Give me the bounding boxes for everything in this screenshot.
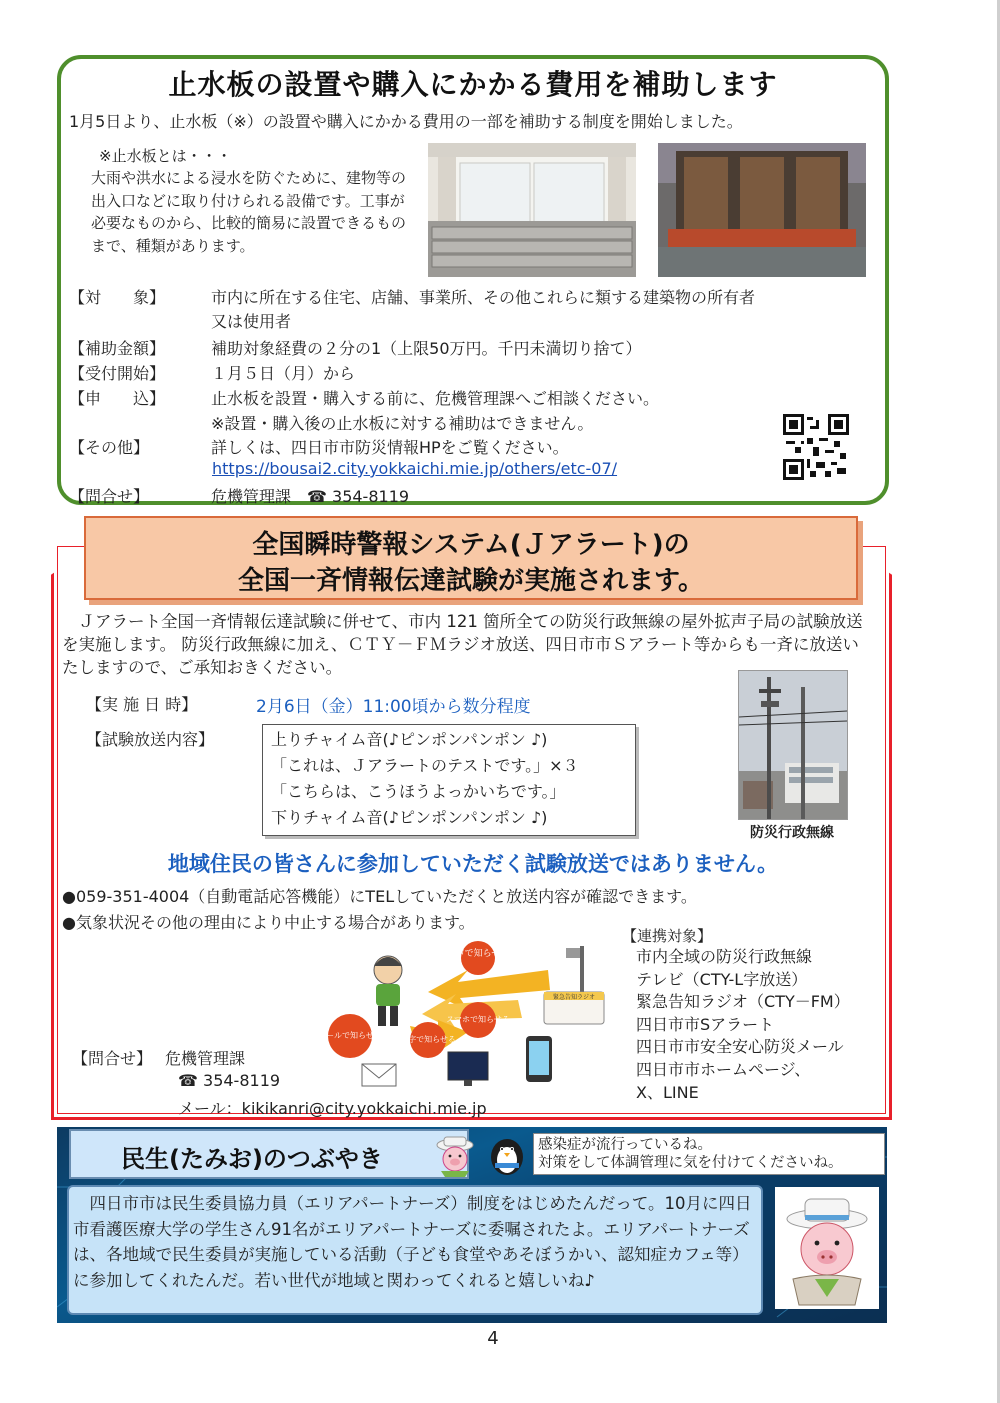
penguin-mascot-icon: [485, 1129, 529, 1177]
voice-bubble-label: 音声で知らせる: [446, 949, 510, 959]
photo-caption: 防災行政無線: [750, 825, 834, 841]
row-value: 詳しくは、四日市市防災情報HPをご覧ください。: [211, 438, 569, 457]
row-label: 【その他】: [69, 438, 150, 457]
list-item: 四日市市Sアラート: [636, 1014, 775, 1034]
row-value: 危機管理課 ☎ 354-8119: [211, 487, 410, 506]
section2-title-line1: 全国瞬時警報システム(Ｊアラート)の: [252, 530, 690, 560]
content-line: 下りチャイム音(♪ピンポンパンポン ♪): [271, 808, 548, 827]
radio-tower-photo: [738, 670, 848, 820]
content-line: 上りチャイム音(♪ピンポンパンポン ♪): [271, 730, 548, 749]
person-icon: [374, 956, 402, 1026]
row-value: １月５日（月）から: [211, 364, 356, 383]
content-line: 「こちらは、こうほうよっかいちです。」: [271, 782, 566, 801]
column-title-box: [69, 1129, 469, 1179]
bubble-text: 感染症が流行っているね。 対策をして体調管理に気を付けてくださいね。: [538, 1137, 843, 1171]
section1-intro: 1月5日より、止水板（※）の設置や購入にかかる費用の一部を補助する制度を開始しました。: [69, 112, 743, 131]
not-participatory-notice: 地域住民の皆さんに参加していただく試験放送ではありません。: [167, 852, 779, 876]
row-label: 【受付開始】: [69, 364, 166, 383]
date-label: 【実 施 日 時】: [86, 695, 198, 714]
list-item: X、LINE: [636, 1082, 699, 1102]
definition-heading: ※止水板とは・・・: [99, 147, 232, 165]
tamio-column-section: [57, 1127, 887, 1323]
list-item: 四日市市安全安心防災メール: [636, 1037, 844, 1057]
smartphone-bubble-label: スマホで知らせる: [446, 1015, 510, 1024]
column-body-box: [67, 1185, 763, 1315]
mail-bubble-label: メールで知らせる: [318, 1031, 382, 1040]
row-value: 止水板を設置・購入する前に、危機管理課へご相談ください。: [211, 389, 660, 408]
radio-label: 緊急告知ラジオ: [552, 994, 596, 1001]
list-item: 緊急告知ラジオ（CTY－FM）: [636, 992, 850, 1012]
water-barrier-subsidy-section: [57, 55, 889, 505]
row-value: 市内に所在する住宅、店舗、事業所、その他これらに類する建築物の所有者: [211, 288, 756, 307]
list-item: テレビ（CTY-L字放送）: [636, 969, 808, 989]
row-value: 又は使用者: [211, 312, 292, 331]
row-label: 【補助金額】: [69, 339, 166, 358]
row-value: 補助対象経費の２分の1（上限50万円。千円未満切り捨て）: [211, 339, 642, 358]
inquiry-mail[interactable]: メール：kikikanri@city.yokkaichi.mie.jp: [178, 1099, 487, 1118]
linked-targets-list: [636, 946, 850, 1104]
weather-note: ●気象状況その他の理由により中止する場合があります。: [62, 913, 475, 932]
smartphone-icon: [526, 1036, 552, 1082]
definition-body: 大雨や洪水による浸水を防ぐために、建物等の出入口などに取り付けられる設備です。工事が必要なものから、比較的簡易に設置できるものまで、種類があります。: [91, 169, 407, 255]
section2-intro: Ｊアラート全国一斉情報伝達試験に併せて、市内 121 箇所全ての防災行政無線の屋外拡声子局の試験放送を実施します。 防災行政無線に加え、ＣＴＹ－ＦＭラジオ放送、四日市市Ｓアラート等からも一斉に放送いたしますので、ご承知おきください。: [62, 612, 863, 677]
inquiry-dept: 危機管理課: [165, 1049, 246, 1068]
row-label: 【問合せ】: [69, 487, 150, 506]
section2-title-line2: 全国一斉情報伝達試験が実施されます。: [238, 566, 704, 596]
content-line: 「これは、Ｊアラートのテストです。」×３: [271, 756, 579, 775]
row-label: 【申 込】: [69, 389, 166, 408]
tel-note: ●059-351-4004（自動電話応答機能）にTELしていただくと放送内容が確認できます。: [62, 887, 697, 906]
tv-icon: [448, 1052, 488, 1086]
inquiry-tel: ☎ 354-8119: [178, 1071, 281, 1090]
page-number: 4: [487, 1328, 499, 1349]
section1-title: 止水板の設置や購入にかかる費用を補助します: [168, 68, 778, 101]
alert-channels-illustration: [318, 940, 623, 1090]
pig-mascot-icon: [435, 1135, 475, 1177]
inquiry-label: 【問合せ】: [72, 1049, 153, 1068]
penguin-speech-bubble: [533, 1133, 885, 1175]
text-bubble-label: 文字で知らせる: [400, 1035, 456, 1044]
water-barrier-photo-indoor: [428, 143, 636, 277]
broadcast-content-box: [262, 724, 636, 836]
list-item: 四日市市ホームページ、: [636, 1059, 811, 1079]
qr-code[interactable]: [783, 414, 849, 480]
content-label: 【試験放送内容】: [86, 730, 215, 749]
row-value: ※設置・購入後の止水板に対する補助はできません。: [211, 414, 594, 433]
water-barrier-photo-gate: [658, 143, 866, 277]
pig-mascot-illustration: [775, 1187, 879, 1309]
bousai-info-link[interactable]: https://bousai2.city.yokkaichi.mie.jp/others/etc-07/: [212, 459, 618, 478]
column-title: 民生(たみお)のつぶやき: [121, 1145, 383, 1173]
row-label: 【対 象】: [69, 288, 166, 307]
list-item: 市内全域の防災行政無線: [636, 947, 813, 966]
linked-targets-heading: 【連携対象】: [622, 927, 713, 945]
column-body: 四日市市は民生委員協力員（エリアパートナーズ）制度をはじめたんだって。10月に四日市看護医療大学の学生さん91名がエリアパートナーズに委嘱されたよ。エリアパートナーズは、各地域で民生委員が実施している活動（子ども食堂やあそぼうかい、認知症カフェ等）に参加してくれたんだ。若い世代が地域と関わってくれると嬉しいね♪: [73, 1194, 752, 1290]
j-alert-title-banner: [84, 516, 858, 600]
mail-icon: [362, 1064, 396, 1086]
date-value: 2月6日（金）11:00頃から数分程度: [256, 697, 531, 717]
